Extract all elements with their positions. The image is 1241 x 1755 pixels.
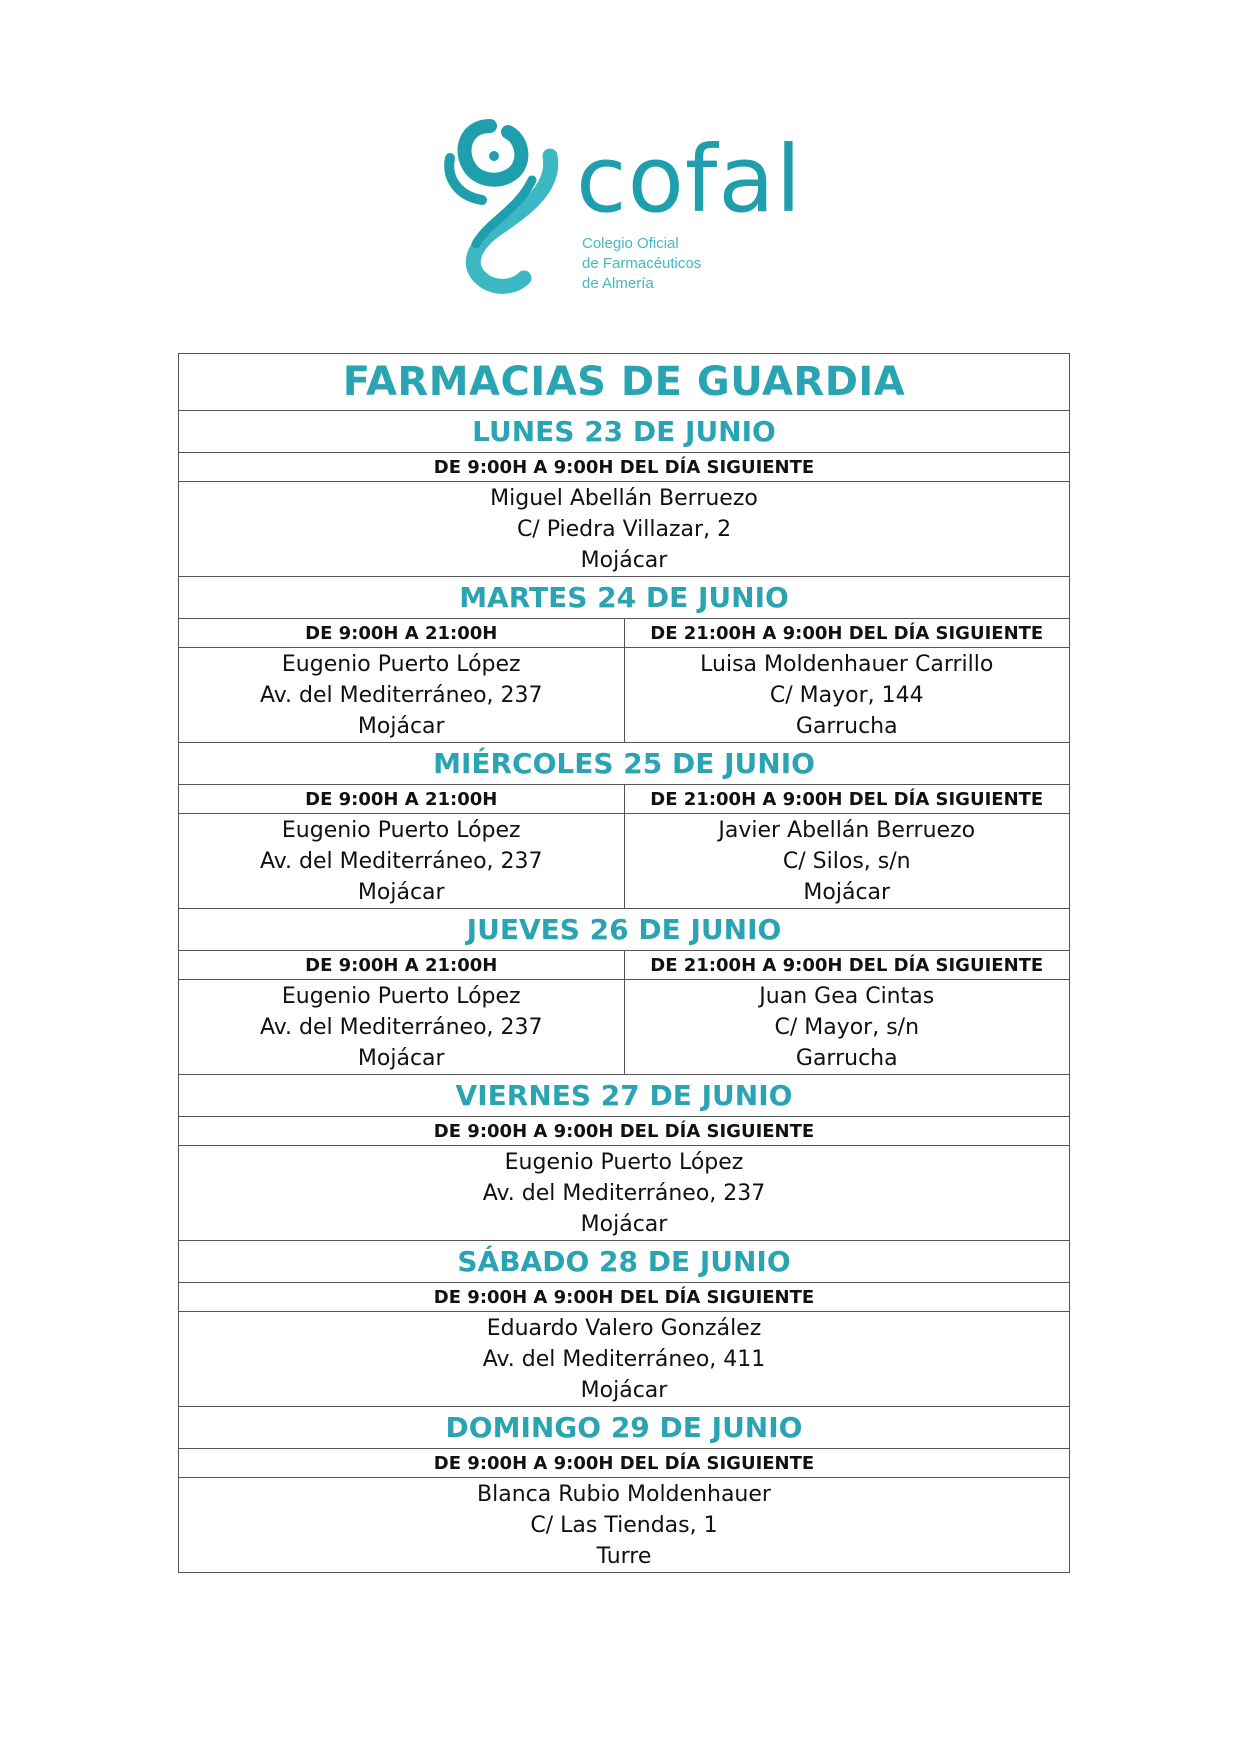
pharmacy-name: Eugenio Puerto López: [281, 651, 521, 677]
pharmacy-town: Mojácar: [357, 713, 445, 739]
pharmacy-town: Mojácar: [580, 547, 668, 573]
page-title: FARMACIAS DE GUARDIA: [179, 354, 1070, 411]
pharmacy-info-day: [179, 648, 625, 743]
pharmacy-info: [179, 1312, 1070, 1407]
pharmacy-town: Turre: [596, 1543, 652, 1569]
pharmacy-address: C/ Silos, s/n: [782, 848, 911, 874]
pharmacy-name: Blanca Rubio Moldenhauer: [477, 1481, 771, 1507]
day-title-wednesday: MIÉRCOLES 25 DE JUNIO: [179, 743, 1070, 785]
shift-label: DE 9:00H A 9:00H DEL DÍA SIGUIENTE: [179, 1283, 1070, 1312]
schedule-table: [178, 353, 1070, 1573]
shift-label-day: DE 9:00H A 21:00H: [179, 619, 625, 648]
day-title-sunday: DOMINGO 29 DE JUNIO: [179, 1407, 1070, 1449]
pharmacy-info-night: [624, 648, 1070, 743]
pharmacy-info-day: [179, 814, 625, 909]
pharmacy-address: Av. del Mediterráneo, 237: [482, 1180, 766, 1206]
shift-label: DE 9:00H A 9:00H DEL DÍA SIGUIENTE: [179, 453, 1070, 482]
pharmacy-address: C/ Mayor, 144: [769, 682, 924, 708]
pharmacy-town: Garrucha: [795, 1045, 898, 1071]
pharmacy-name: Luisa Moldenhauer Carrillo: [700, 651, 994, 677]
shift-label-night: DE 21:00H A 9:00H DEL DÍA SIGUIENTE: [624, 785, 1070, 814]
pharmacy-name: Eugenio Puerto López: [281, 983, 521, 1009]
pharmacy-info: [179, 1478, 1070, 1573]
tagline-line-1: Colegio Oficial: [582, 235, 679, 252]
pharmacy-info-night: [624, 980, 1070, 1075]
pharmacy-address: Av. del Mediterráneo, 237: [259, 682, 543, 708]
shift-label-night: DE 21:00H A 9:00H DEL DÍA SIGUIENTE: [624, 619, 1070, 648]
pharmacy-name: Eduardo Valero González: [486, 1315, 762, 1341]
tagline-line-2: de Farmacéuticos: [582, 255, 702, 272]
pharmacy-info: [179, 482, 1070, 577]
pharmacy-info: [179, 1146, 1070, 1241]
tagline-line-3: de Almería: [582, 275, 654, 292]
pharmacy-town: Mojácar: [580, 1211, 668, 1237]
shift-label-night: DE 21:00H A 9:00H DEL DÍA SIGUIENTE: [624, 951, 1070, 980]
shift-label: DE 9:00H A 9:00H DEL DÍA SIGUIENTE: [179, 1117, 1070, 1146]
shift-label-day: DE 9:00H A 21:00H: [179, 785, 625, 814]
pharmacy-town: Garrucha: [795, 713, 898, 739]
pharmacy-info-night: [624, 814, 1070, 909]
pharmacy-name: Miguel Abellán Berruezo: [490, 485, 758, 511]
day-title-friday: VIERNES 27 DE JUNIO: [179, 1075, 1070, 1117]
pharmacy-address: Av. del Mediterráneo, 237: [259, 848, 543, 874]
pharmacy-town: Mojácar: [580, 1377, 668, 1403]
brand-name: cofal: [576, 126, 803, 233]
pharmacy-address: C/ Mayor, s/n: [774, 1014, 920, 1040]
pharmacy-address: C/ Piedra Villazar, 2: [516, 516, 732, 542]
pharmacy-address: Av. del Mediterráneo, 411: [482, 1346, 766, 1372]
pharmacy-address: Av. del Mediterráneo, 237: [259, 1014, 543, 1040]
pharmacy-town: Mojácar: [357, 879, 445, 905]
pharmacy-name: Eugenio Puerto López: [504, 1149, 744, 1175]
pharmacy-name: Eugenio Puerto López: [281, 817, 521, 843]
shift-label: DE 9:00H A 9:00H DEL DÍA SIGUIENTE: [179, 1449, 1070, 1478]
snake-logo-icon: [428, 118, 573, 298]
pharmacy-name: Juan Gea Cintas: [759, 983, 935, 1009]
pharmacy-town: Mojácar: [803, 879, 891, 905]
day-title-monday: LUNES 23 DE JUNIO: [179, 411, 1070, 453]
pharmacy-town: Mojácar: [357, 1045, 445, 1071]
day-title-thursday: JUEVES 26 DE JUNIO: [179, 909, 1070, 951]
day-title-tuesday: MARTES 24 DE JUNIO: [179, 577, 1070, 619]
pharmacy-address: C/ Las Tiendas, 1: [530, 1512, 718, 1538]
day-title-saturday: SÁBADO 28 DE JUNIO: [179, 1241, 1070, 1283]
pharmacy-info-day: [179, 980, 625, 1075]
cofal-logo: [428, 118, 828, 298]
shift-label-day: DE 9:00H A 21:00H: [179, 951, 625, 980]
pharmacy-name: Javier Abellán Berruezo: [718, 817, 976, 843]
